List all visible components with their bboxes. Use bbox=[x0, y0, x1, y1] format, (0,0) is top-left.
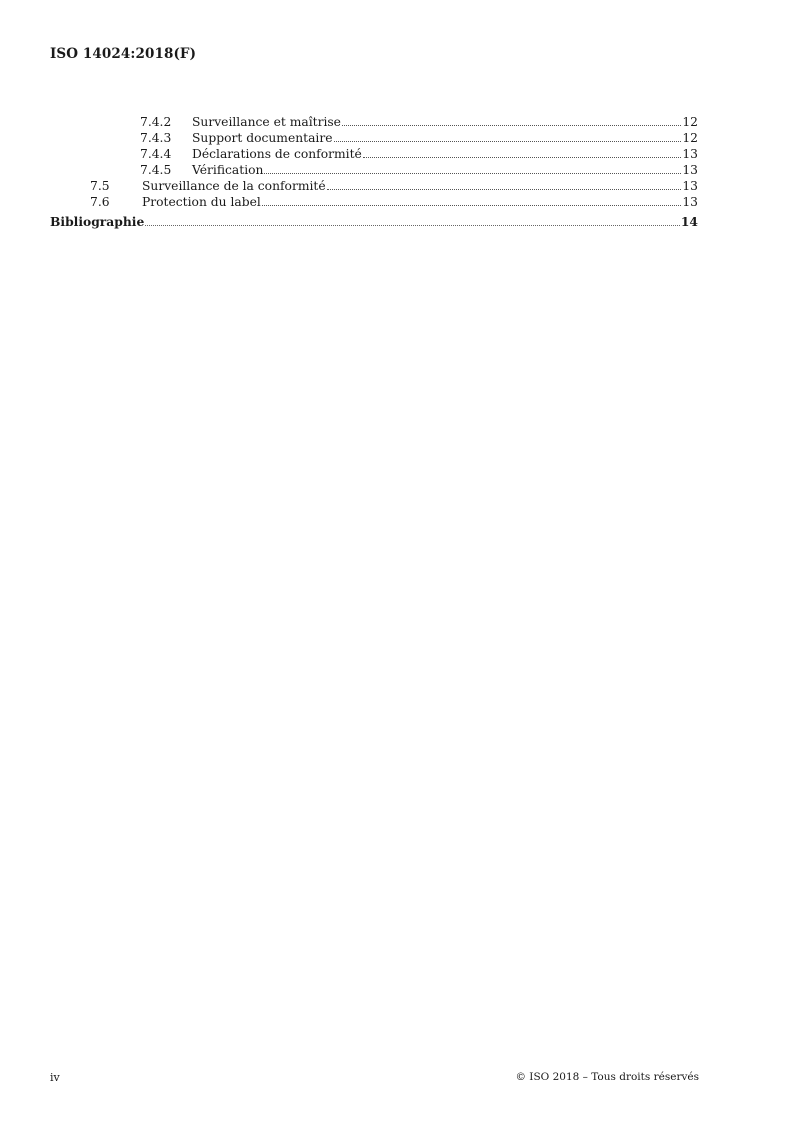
page-number: iv bbox=[50, 1071, 60, 1084]
toc-leader-dots bbox=[264, 172, 681, 174]
toc-entry-title: Déclarations de conformité bbox=[192, 147, 362, 161]
table-of-contents bbox=[50, 114, 698, 230]
toc-entry-7-5[interactable] bbox=[50, 178, 698, 194]
toc-entry-title: Vérification bbox=[192, 163, 264, 177]
toc-entry-number: 7.4.5 bbox=[140, 163, 172, 177]
toc-entry-title: Support documentaire bbox=[192, 131, 333, 145]
toc-leader-dots bbox=[363, 156, 682, 158]
toc-entry-number: 7.4.3 bbox=[140, 131, 172, 145]
toc-entry-title: Surveillance et maîtrise bbox=[192, 115, 341, 129]
document-header: ISO 14024:2018(F) bbox=[50, 46, 197, 62]
toc-entry-bibliographie[interactable] bbox=[50, 214, 698, 230]
toc-entry-7-4-4[interactable] bbox=[50, 146, 698, 162]
toc-entry-page: 13 bbox=[682, 147, 698, 161]
toc-entry-page: 12 bbox=[682, 131, 698, 145]
toc-entry-page: 14 bbox=[680, 214, 698, 229]
toc-entry-page: 12 bbox=[682, 115, 698, 129]
toc-entry-title: Bibliographie bbox=[50, 214, 145, 229]
toc-entry-page: 13 bbox=[682, 195, 698, 209]
toc-entry-number: 7.5 bbox=[90, 179, 110, 193]
toc-entry-page: 13 bbox=[682, 179, 698, 193]
toc-entry-number: 7.4.4 bbox=[140, 147, 172, 161]
copyright-notice: © ISO 2018 – Tous droits réservés bbox=[515, 1071, 699, 1083]
toc-entry-7-6[interactable] bbox=[50, 194, 698, 210]
toc-entry-page: 13 bbox=[682, 163, 698, 177]
toc-leader-dots bbox=[342, 124, 681, 126]
toc-entry-7-4-5[interactable] bbox=[50, 162, 698, 178]
toc-entry-title: Protection du label bbox=[142, 195, 261, 209]
toc-entry-7-4-2[interactable] bbox=[50, 114, 698, 130]
toc-entry-7-4-3[interactable] bbox=[50, 130, 698, 146]
toc-leader-dots bbox=[262, 204, 682, 206]
toc-entry-number: 7.4.2 bbox=[140, 115, 172, 129]
toc-entry-title: Surveillance de la conformité bbox=[142, 179, 326, 193]
toc-leader-dots bbox=[334, 140, 682, 142]
toc-leader-dots bbox=[327, 188, 682, 190]
toc-entry-number: 7.6 bbox=[90, 195, 110, 209]
toc-leader-dots bbox=[145, 224, 680, 226]
